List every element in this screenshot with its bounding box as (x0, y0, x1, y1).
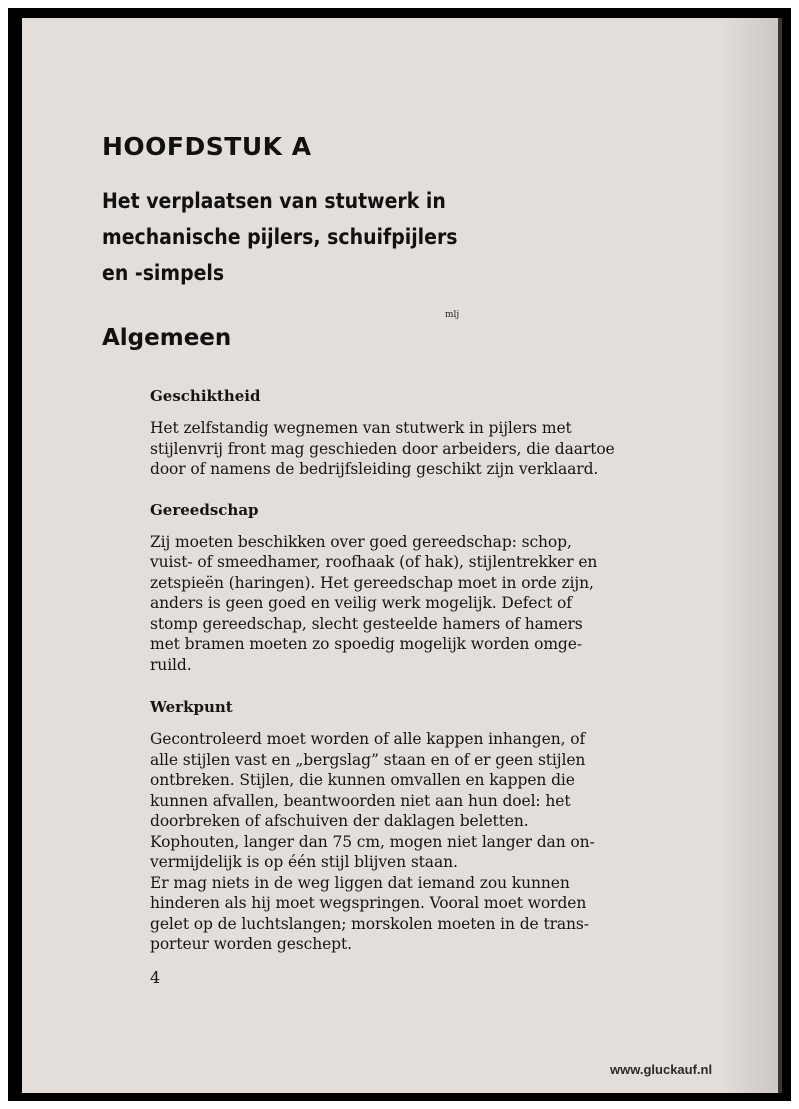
page-edge (778, 18, 782, 1093)
text-line: Zij moeten beschikken over goed gereedschap: schop, (150, 532, 572, 551)
subheading: Gereedschap (150, 500, 259, 519)
title-line: en -simpels (102, 261, 225, 285)
text-line: doorbreken of afschuiven der daklagen beletten. (150, 812, 529, 830)
body-text (150, 386, 674, 955)
text-line: anders is geen goed en veilig werk mogelijk. Defect of (150, 594, 572, 612)
text-line: gelet op de luchtslangen; morskolen moeten in de trans- (150, 914, 589, 933)
text-line: Er mag niets in de weg liggen dat iemand zou kunnen (150, 873, 570, 892)
paragraph (150, 418, 674, 480)
text-line: Kophouten, langer dan 75 cm, mogen niet langer dan on- (150, 832, 595, 851)
page-number: 4 (150, 968, 161, 987)
subheading: Geschiktheid (150, 387, 261, 405)
text-line: stomp gereedschap, slecht gesteelde hamers of hamers (150, 614, 583, 633)
text-line: ontbreken. Stijlen, die kunnen omvallen en kappen die (150, 771, 575, 789)
section-heading: Algemeen (102, 325, 232, 351)
text-line: door of namens de bedrijfsleiding geschikt zijn verklaard. (150, 460, 599, 478)
chapter-title (102, 183, 522, 291)
text-line: Gecontroleerd moet worden of alle kappen inhangen, of (150, 730, 586, 748)
text-line: zetspieën (haringen). Het gereedschap moet in orde zijn, (150, 573, 594, 592)
text-line: Het zelfstandig wegnemen van stutwerk in pijlers met (150, 419, 572, 437)
title-line: Het verplaatsen van stutwerk in (102, 189, 446, 213)
text-block-gereedschap (150, 500, 674, 676)
text-line: vuist- of smeedhamer, roofhaak (of hak), stijlentrekker en (150, 553, 598, 571)
text-line: hinderen als hij moet wegspringen. Vooral moet worden (150, 894, 587, 912)
title-line: mechanische pijlers, schuifpijlers (102, 225, 458, 249)
text-line: porteur worden geschept. (150, 935, 352, 953)
text-line: ruild. (150, 655, 192, 674)
watermark-text: www.gluckauf.nl (610, 1062, 713, 1077)
chapter-heading: HOOFDSTUK A (102, 132, 312, 161)
paragraph (150, 729, 674, 955)
paragraph (150, 532, 674, 676)
text-line: stijlenvrij front mag geschieden door arbeiders, die daartoe (150, 439, 615, 458)
subheading: Werkpunt (150, 698, 233, 716)
text-line: kunnen afvallen, beantwoorden niet aan hun doel: het (150, 791, 571, 810)
text-line: alle stijlen vast en „bergslag” staan en of er geen stijlen (150, 750, 586, 769)
text-line: vermijdelijk is op één stijl blijven staan. (150, 853, 458, 871)
text-block-werkpunt (150, 697, 674, 955)
text-line: met bramen moeten zo spoedig mogelijk worden omge- (150, 635, 582, 653)
margin-mark: mlj (445, 310, 460, 320)
text-block-geschiktheid (150, 386, 674, 480)
